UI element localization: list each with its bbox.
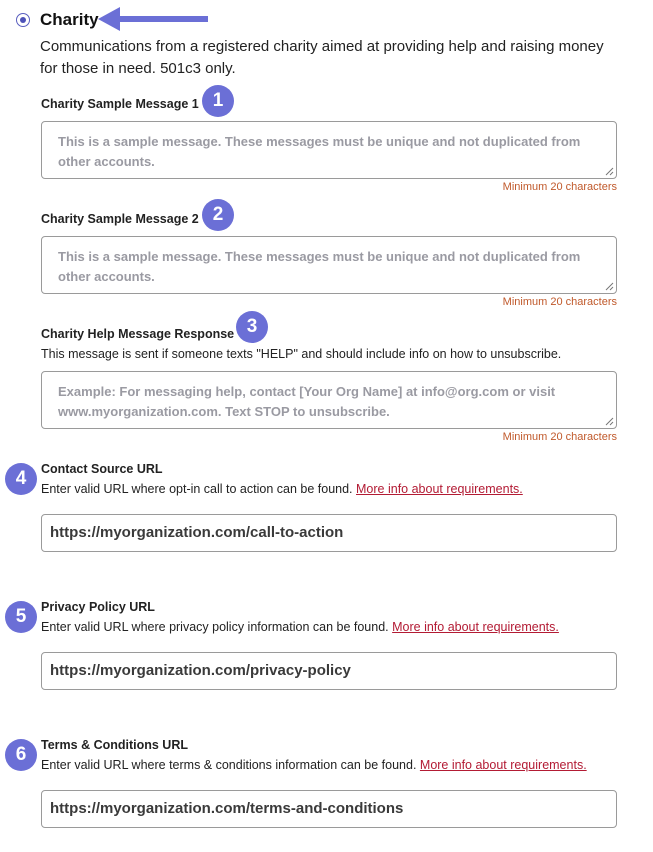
sample-message-1-textarea[interactable]	[41, 121, 617, 179]
help-message-label: Charity Help Message Response	[41, 327, 235, 341]
contact-url-description: Enter valid URL where opt-in call to action can be found.	[41, 482, 353, 496]
contact-url-label: Contact Source URL	[41, 462, 163, 476]
contact-url-help	[41, 481, 523, 497]
charity-radio[interactable]	[16, 13, 30, 27]
sample-message-1-placeholder: This is a sample message. These messages must be unique and not duplicated from other accounts.	[58, 134, 581, 169]
terms-url-help	[41, 757, 587, 773]
privacy-url-input[interactable]: https://myorganization.com/privacy-policy	[41, 652, 617, 690]
terms-url-label: Terms & Conditions URL	[41, 738, 188, 752]
terms-url-input[interactable]: https://myorganization.com/terms-and-conditions	[41, 790, 617, 828]
sample-message-1-label: Charity Sample Message 1	[41, 97, 199, 111]
help-message-textarea[interactable]	[41, 371, 617, 429]
sample-message-2-textarea[interactable]	[41, 236, 617, 294]
arrow-left-icon	[98, 6, 210, 32]
privacy-url-help	[41, 619, 559, 635]
help-message-description: This message is sent if someone texts "HELP" and should include info on how to unsubscribe.	[41, 347, 562, 361]
terms-url-description: Enter valid URL where terms & conditions information can be found.	[41, 758, 417, 772]
privacy-url-requirements-link[interactable]: More info about requirements.	[392, 620, 559, 634]
charity-description: Communications from a registered charity aimed at providing help and raising money for those in need. 501c3 only.	[40, 38, 604, 77]
step-badge-3: 3	[236, 311, 268, 343]
step-badge-1: 1	[202, 85, 234, 117]
charity-option-title[interactable]: Charity	[40, 10, 99, 29]
resize-handle-icon[interactable]	[605, 282, 614, 291]
help-message-placeholder: Example: For messaging help, contact [Your Org Name] at info@org.com or visit www.myorganization.com. Text STOP to unsubscribe.	[58, 384, 556, 419]
sample-message-1-hint: Minimum 20 characters	[502, 181, 617, 193]
sample-message-2-placeholder: This is a sample message. These messages must be unique and not duplicated from other accounts.	[58, 249, 581, 284]
contact-url-requirements-link[interactable]: More info about requirements.	[356, 482, 523, 496]
terms-url-requirements-link[interactable]: More info about requirements.	[419, 758, 587, 772]
contact-url-input[interactable]: https://myorganization.com/call-to-action	[41, 514, 617, 552]
sample-message-2-label: Charity Sample Message 2	[41, 212, 199, 226]
radio-selected-dot	[20, 17, 26, 23]
sample-message-2-hint: Minimum 20 characters	[502, 296, 617, 308]
step-badge-2: 2	[202, 199, 234, 231]
step-badge-4: 4	[5, 463, 37, 495]
help-message-hint: Minimum 20 characters	[502, 431, 617, 443]
resize-handle-icon[interactable]	[605, 167, 614, 176]
step-badge-5: 5	[5, 601, 37, 633]
resize-handle-icon[interactable]	[605, 417, 614, 426]
privacy-url-label: Privacy Policy URL	[41, 600, 155, 614]
privacy-url-description: Enter valid URL where privacy policy information can be found.	[41, 620, 389, 634]
step-badge-6: 6	[5, 739, 37, 771]
